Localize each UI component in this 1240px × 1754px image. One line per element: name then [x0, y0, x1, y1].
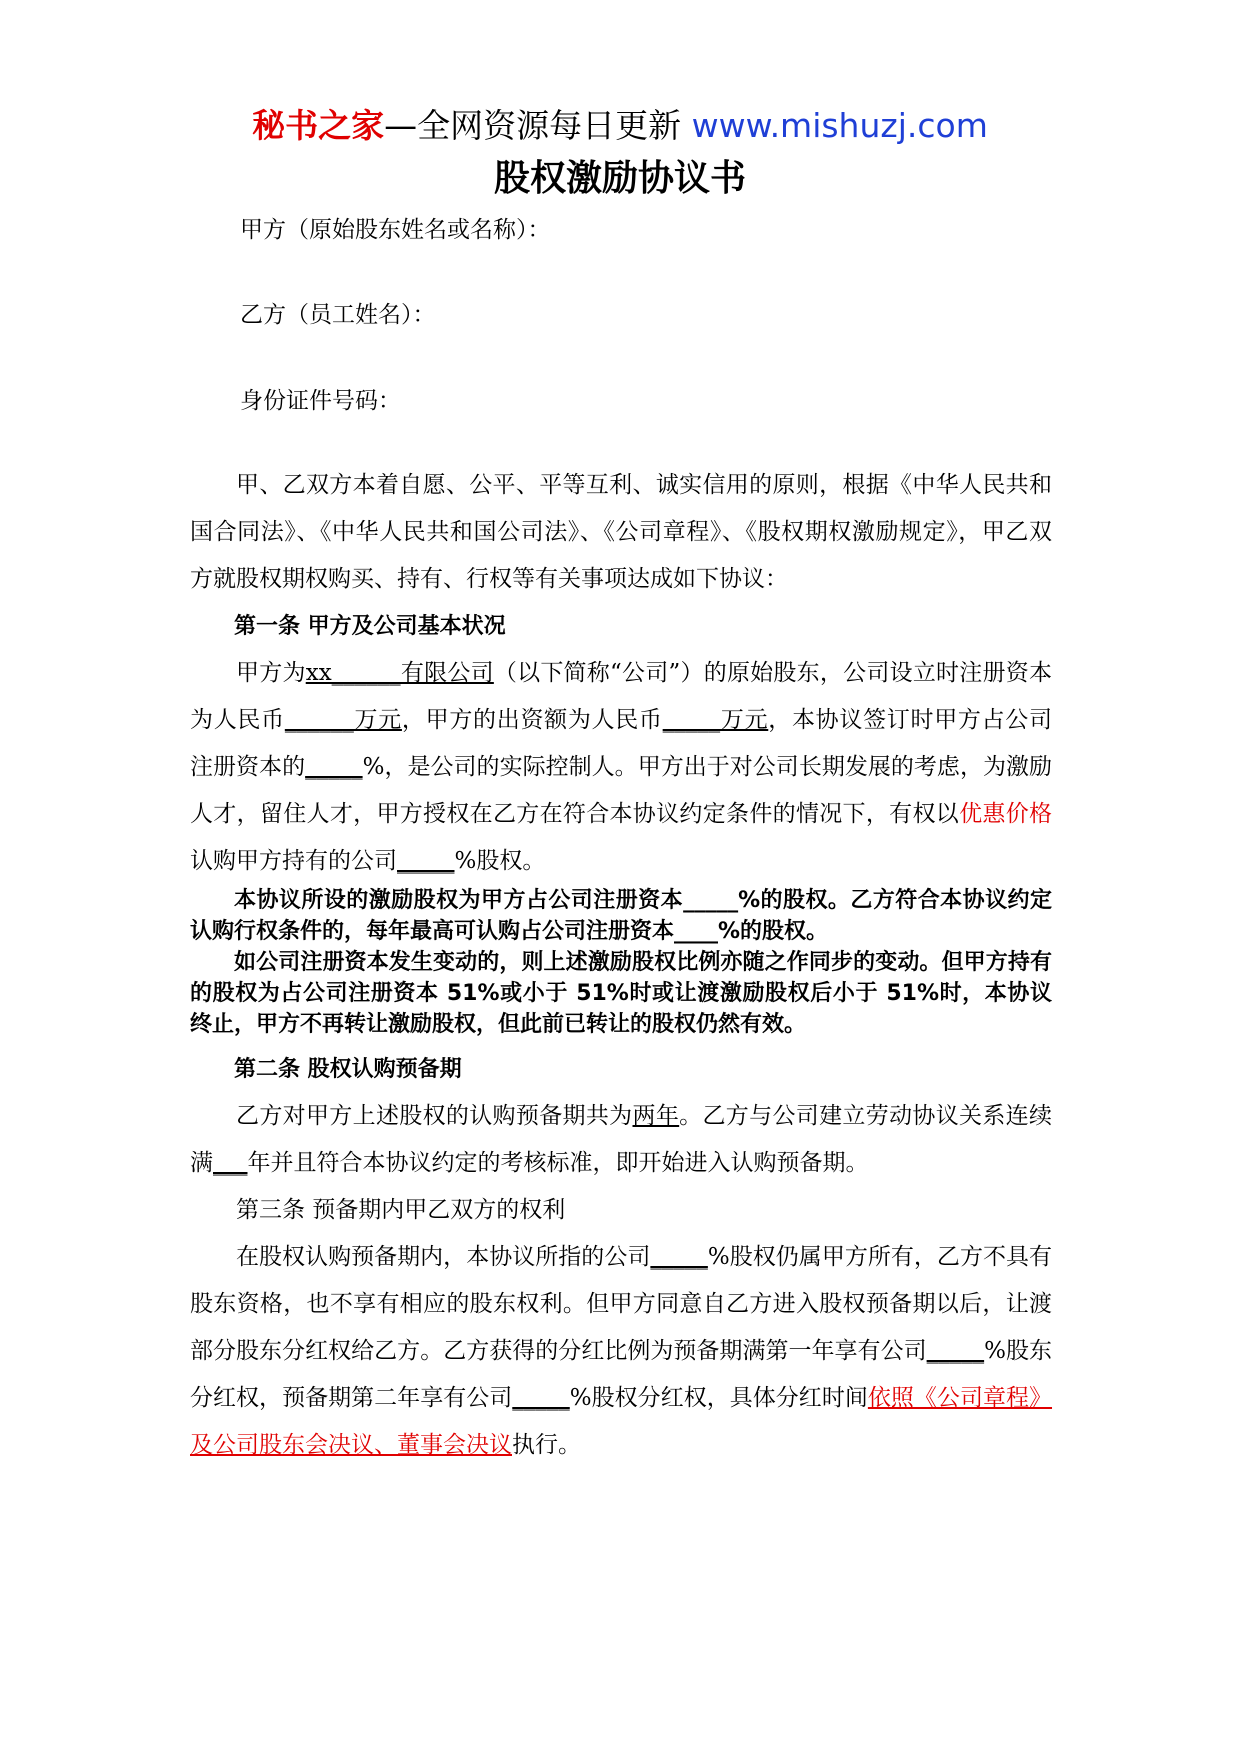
article-1-text-d: ，本协议签订时甲方占公司注册资本的: [190, 707, 1052, 780]
id-number-field: 身份证件号码：: [240, 388, 401, 414]
first-year-dividend-blank: _____: [926, 1338, 985, 1364]
years-blank: ___: [213, 1150, 248, 1176]
article-2-text-c: 年并且符合本协议约定的考核标准，即开始进入认购预备期。: [247, 1150, 869, 1176]
agreement-body: [190, 462, 1052, 1469]
site-header: [0, 104, 1240, 148]
article-1-paragraph: [190, 650, 1052, 885]
incentive-equity-clause: 本协议所设的激励股权为甲方占公司注册资本_____%的股权。乙方符合本协议约定认购行权条件的，每年最高可认购占公司注册资本____%的股权。: [190, 888, 1052, 944]
article-3-paragraph: [190, 1234, 1052, 1469]
preparation-period-value: 两年: [632, 1103, 680, 1129]
company-name-blank: xx______有限公司: [305, 660, 494, 686]
article-2-text-b: 。乙方与公司建立劳动协议关系连续满: [190, 1103, 1053, 1176]
article-1-text-c: ，甲方的出资额为人民币: [401, 707, 663, 733]
article-3-heading: 第三条 预备期内甲乙双方的权利: [236, 1197, 566, 1223]
article-1-heading: 第一条 甲方及公司基本状况: [234, 614, 506, 639]
dividend-rule-highlight: 依照《公司章程》及公司股东会决议、董事会决议: [190, 1385, 1053, 1458]
equity-percent-blank: _____: [650, 1244, 708, 1270]
contribution-blank: _____万元: [662, 707, 769, 733]
party-a-field: 甲方（原始股东姓名或名称）：: [240, 217, 551, 243]
article-3-text-b: %股权仍属甲方所有，乙方不具有股东资格，也不享有相应的股东权利。但甲方同意自乙方进入股权预备期以后，让渡部分股东分红权给乙方。乙方获得的分红比例为预备期满第一年享有公司: [190, 1244, 1053, 1364]
document-title: 股权激励协议书: [493, 158, 746, 199]
party-b-field: 乙方（员工姓名）：: [240, 302, 436, 328]
preamble-paragraph: 甲、乙双方本着自愿、公平、平等互利、诚实信用的原则，根据《中华人民共和国合同法》、《中华人民共和国公司法》、《公司章程》、《股权期权激励规定》，甲乙双方就股权期权购买、持有、行权等有关事项达成如下协议：: [190, 472, 1052, 592]
article-2-heading: 第二条 股权认购预备期: [234, 1057, 462, 1082]
purchase-percent-blank: _____: [397, 848, 455, 874]
article-1-text-b: （以下简称“公司”）的原始股东，公司设立时注册资本为人民币: [190, 660, 1052, 733]
header-tagline: —全网资源每日更新: [384, 106, 692, 145]
brand-name: 秘书之家: [252, 106, 385, 145]
preferential-price-highlight: 优惠价格: [959, 801, 1053, 827]
header-url-link[interactable]: www.mishuzj.com: [691, 106, 988, 145]
article-3-text-d: %股权分红权，具体分红时间: [569, 1385, 868, 1411]
article-2-text-a: 乙方对甲方上述股权的认购预备期共为: [236, 1103, 633, 1129]
article-1-text-e: %，是公司的实际控制人。甲方出于对公司长期发展的考虑，为激励人才，留住人才，甲方授权在乙方在符合本协议约定条件的情况下，有权以: [190, 754, 1053, 827]
share-percent-blank: _____: [305, 754, 363, 780]
registered-capital-blank: ______万元: [284, 707, 402, 733]
article-1-text-f: 认购甲方持有的公司: [190, 848, 397, 874]
article-3-text-a: 在股权认购预备期内，本协议所指的公司: [236, 1244, 651, 1270]
article-2-paragraph: [190, 1093, 1052, 1187]
article-1-text-g: %股权。: [454, 848, 546, 874]
capital-change-clause: 如公司注册资本发生变动的，则上述激励股权比例亦随之作同步的变动。但甲方持有的股权为占公司注册资本 51%或小于 51%时或让渡激励股权后小于 51%时，本协议终止，甲方不再转让激励股权，但此前已转让的股权仍然有效。: [190, 950, 1052, 1037]
article-3-text-c: %股东分红权，预备期第二年享有公司: [190, 1338, 1053, 1411]
article-3-text-e: 执行。: [512, 1432, 581, 1458]
article-1-text-a: 甲方为: [236, 660, 306, 686]
second-year-dividend-blank: _____: [512, 1385, 570, 1411]
